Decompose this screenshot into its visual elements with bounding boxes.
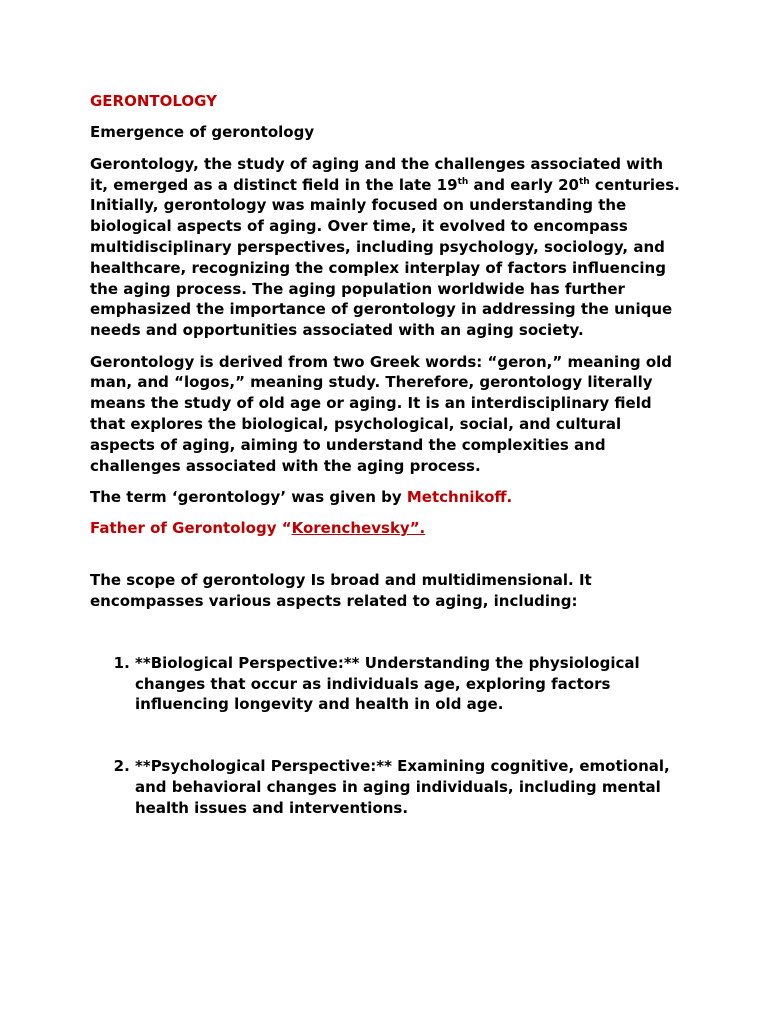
paragraph-emergence-text-3: centuries. Initially, gerontology was mainly focused on understanding the biological aspects of aging. Over time, it evolved to encompass multidisciplinary perspectives, including psychology, sociology, and healthcare, recognizing the complex interplay of factors influencing the aging process. The aging population worldwide has further emphasized the importance of gerontology in addressing the unique needs and opportunities associated with an aging society.	[90, 175, 680, 340]
term-origin-prefix: The term ‘gerontology’ was given by	[90, 487, 407, 506]
document-page	[90, 91, 680, 859]
term-origin-name: Metchnikoff.	[406, 487, 513, 506]
superscript-th-1: th	[457, 176, 469, 187]
perspectives-list	[90, 653, 680, 819]
paragraph-definition: Gerontology is derived from two Greek words: “geron,” meaning old man, and “logos,” meaning study. Therefore, gerontology literally means the study of old age or aging. It is an interdisciplinary field that explores the biological, psychological, social, and cultural aspects of aging, aiming to understand the complexities and challenges associated with the aging process.	[90, 352, 673, 475]
paragraph-emergence	[90, 154, 680, 341]
father-line-prefix: Father of Gerontology “	[90, 519, 292, 538]
superscript-th-2: th	[578, 176, 590, 187]
document-title: GERONTOLOGY	[90, 92, 218, 110]
scope-paragraph: The scope of gerontology Is broad and multidimensional. It encompasses various aspects related to aging, including:	[90, 571, 592, 610]
paragraph-emergence-text-1: Gerontology, the study of aging and the challenges associated with it, emerged as a distinct field in the late 19	[90, 154, 663, 194]
term-origin-line	[90, 487, 680, 508]
section-subheading: Emergence of gerontology	[90, 123, 315, 142]
list-item: 1. **Biological Perspective:** Understanding the physiological changes that occur as individuals age, exploring factors influencing longevity and health in old age.	[135, 653, 680, 715]
father-line	[90, 518, 680, 539]
father-line-name: Korenchevsky”.	[291, 519, 426, 538]
list-item: 2. **Psychological Perspective:** Examining cognitive, emotional, and behavioral changes in aging individuals, including mental health issues and interventions.	[135, 756, 680, 818]
paragraph-emergence-text-2: and early 20	[468, 175, 579, 194]
